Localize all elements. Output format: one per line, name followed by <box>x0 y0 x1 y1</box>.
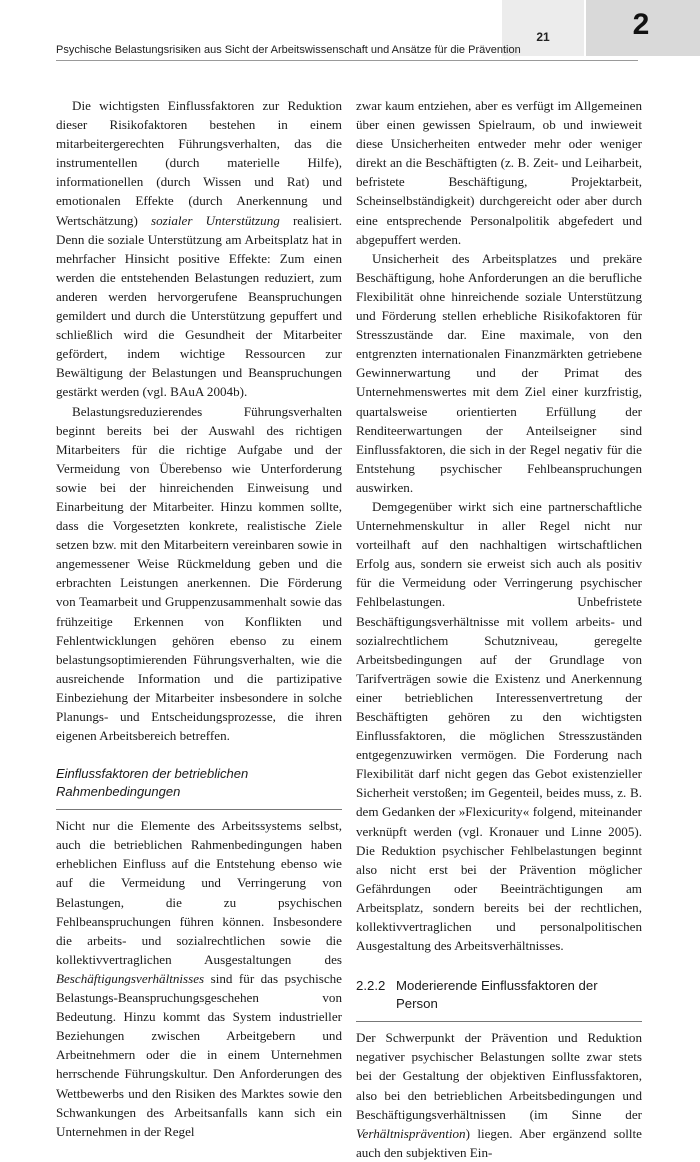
paragraph-social-support: Die wichtigsten Einflussfaktoren zur Reduktion dieser Risikofaktoren bestehen in einem mitarbeitergerechten Führungsverhalten, das die instrumentellen (durch materielle Hilfe), informationellen (durch Wissen und Rat) und emotionalen Effekte (durch Anerkennung und Wertschätzung) sozialer Unterstützung realisiert. Denn die soziale Unterstützung am Arbeitsplatz hat in mehrfacher Hinsicht positive Effekte: Zum einen werden die entstehenden Belastungen reduziert, zum anderen werden hervorgerufene Beanspruchungen gemildert und durch die Unterstützung gepuffert und schließlich wird die Gesundheit der Mitarbeiter gefördert, indem wichtige Ressourcen zur Bewältigung der Belastungen und Beanspruchungen gestärkt werden (vgl. BAuA 2004b). <box>56 98 343 400</box>
chapter-number: 2 <box>632 8 650 41</box>
paragraph-leadership: Belastungsreduzierendes Führungsverhalten beginnt bereits bei der Auswahl des richtigen Mitarbeiters für die richtige Aufgabe und der Vermeidung von Überebenso wie Unterforderung sowie bei der hinreichenden Einweisung und Einarbeitung der Mitarbeiter. Hinzu kommen sollte, dass die Vorgesetzten konkrete, realistische Ziele setzen bzw. mit den Mitarbeitern vereinbaren sowie in angemessener Weise Rückmeldung geben und die erbrachten Leistungen anerkennen. Die Förderung von Teamarbeit und Gruppenzusammenhalt sowie das frühzeitige Erkennen von Konflikten und Fehlentwicklungen gehören ebenso zu einem belastungsoptimierenden Führungsverhalten, wie die ausreichende Information und die partizipative Einbeziehung der Mitarbeiter insbesondere in solche Planungs- und Entscheidungsprozesse, die ihren eigenen Arbeitsbereich betreffen. <box>56 403 342 744</box>
paragraph-job-insecurity: Unsicherheit des Arbeitsplatzes und prekäre Beschäftigung, hohe Anforderungen an die berufliche Flexibilität ohne hinreichende soziale Unterstützung und Förderung stellen erhebliche Risikofaktoren für Stresszustände dar. Eine maximale, von den entgrenzten internationalen Finanzmärkten getriebene Gewinnerwartung und der Primat des Unternehmenswertes mit dem Ziel einer kurzfristig, quartalsweise orientierten Erfüllung der Renditeerwartungen der Anteilseigner sind Einflussfaktoren, die sich in der Regel negativ für die Entstehung psychischer Fehlbeanspruchungen auswirken. <box>356 250 642 495</box>
page-number: 21 <box>536 30 550 44</box>
paragraph-framework-conditions: Nicht nur die Elemente des Arbeitssystems selbst, auch die betrieblichen Rahmenbedingungen haben erheblichen Einfluss auf die Entstehung ebenso wie auf die Vermeidung und Verringerung von Belastungen, die zu psychischen Fehlbeanspruchungen führen können. Insbesondere die arbeits- und sozialrechtlichen sowie die kollektivvertraglichen Ausgestaltungen des Beschäftigungsverhältnisses sind für das psychische Belastungs-Beanspruchungsgeschehen von Bedeutung. Hinzu kommt das System industrieller Beziehungen zwischen Arbeitgebern und Arbeitnehmern oder die in einem Unternehmen herrschende Führungskultur. Den Anforderungen des Wettbewerbs und den Risiken des Marktes sowie den Schwankungen des Arbeitsanfalls kann sich ein Unternehmen in der Regel <box>56 818 342 1139</box>
paragraph-continuation: zwar kaum entziehen, aber es verfügt im Allgemeinen über einen gewissen Spielraum, ob und inwieweit diese Unsicherheiten entweder mehr oder weniger direkt an die Beschäftigten (z. B. Zeit- und Leiharbeit, befristete Beschäftigung, Projektarbeit, Scheinselbständigkeit) durchgereicht oder aber durch eine entsprechende Personalpolitik abgefedert und abgepuffert werden. <box>356 98 642 247</box>
right-column <box>356 96 642 1162</box>
section-heading: Einflussfaktoren der betrieblichen Rahmenbedingungen <box>56 766 249 800</box>
paragraph-corporate-culture: Demgegenüber wirkt sich eine partnerschaftliche Unternehmenskultur in aller Regel nicht nur vorteilhaft auf den nachhaltigen wirtschaftlichen Erfolg aus, sondern sie erweist sich auch als positiv für die Vermeidung oder Verringerung psychischer Fehlbelastungen. Unbefristete Beschäftigungsverhältnisse mit vollem arbeits- und sozialrechtlichem Schutzniveau, geregelte Arbeitsbedingungen auf der Grundlage von Tarifverträgen sowie die Existenz und Anerkennung einer betrieblichen Interessenvertretung der Beschäftigten gehören zu den wichtigsten Einflussfaktoren, die möglichen Stresszuständen entgegenzuwirken vermögen. Die Forderung nach Flexibilität darf nicht gegen das Gebot existenzieller Sicherheit verstoßen; im Gegenteil, beides muss, z. B. dem Gedanken der »Flexicurity« folgend, miteinander verknüpft werden (vgl. Kronauer und Linne 2005). Die Reduktion psychischer Fehlbelastungen beginnt also nicht erst bei der Prävention möglicher Gefährdungen oder Beeinträchtigungen am Arbeitsplatz, sondern bereits bei der rechtlichen, kollektivvertraglichen und personalpolitischen Ausgestaltung des Arbeitsverhältnisses. <box>356 498 642 954</box>
subsection-heading <box>356 977 642 1013</box>
subsection-title: Moderierende Einflussfaktoren der Person <box>396 978 598 1012</box>
paragraph-personal-factors: Der Schwerpunkt der Prävention und Reduktion negativer psychischer Belastungen sollte zwar stets bei der Gestaltung der objektiven Einflussfaktoren, also bei den betrieblichen Arbeitsbedingungen und Beschäftigungsverhältnissen (im Sinne der Verhältnisprävention) liegen. Aber ergänzend sollte auch den subjektiven Ein- <box>356 1030 642 1160</box>
running-title: Psychische Belastungsrisiken aus Sicht der Arbeitswissenschaft und Ansätze für die Prävention <box>56 44 521 56</box>
left-column <box>56 96 342 1141</box>
subsection-number: 2.2.2 <box>356 978 386 994</box>
header-divider <box>56 60 638 61</box>
